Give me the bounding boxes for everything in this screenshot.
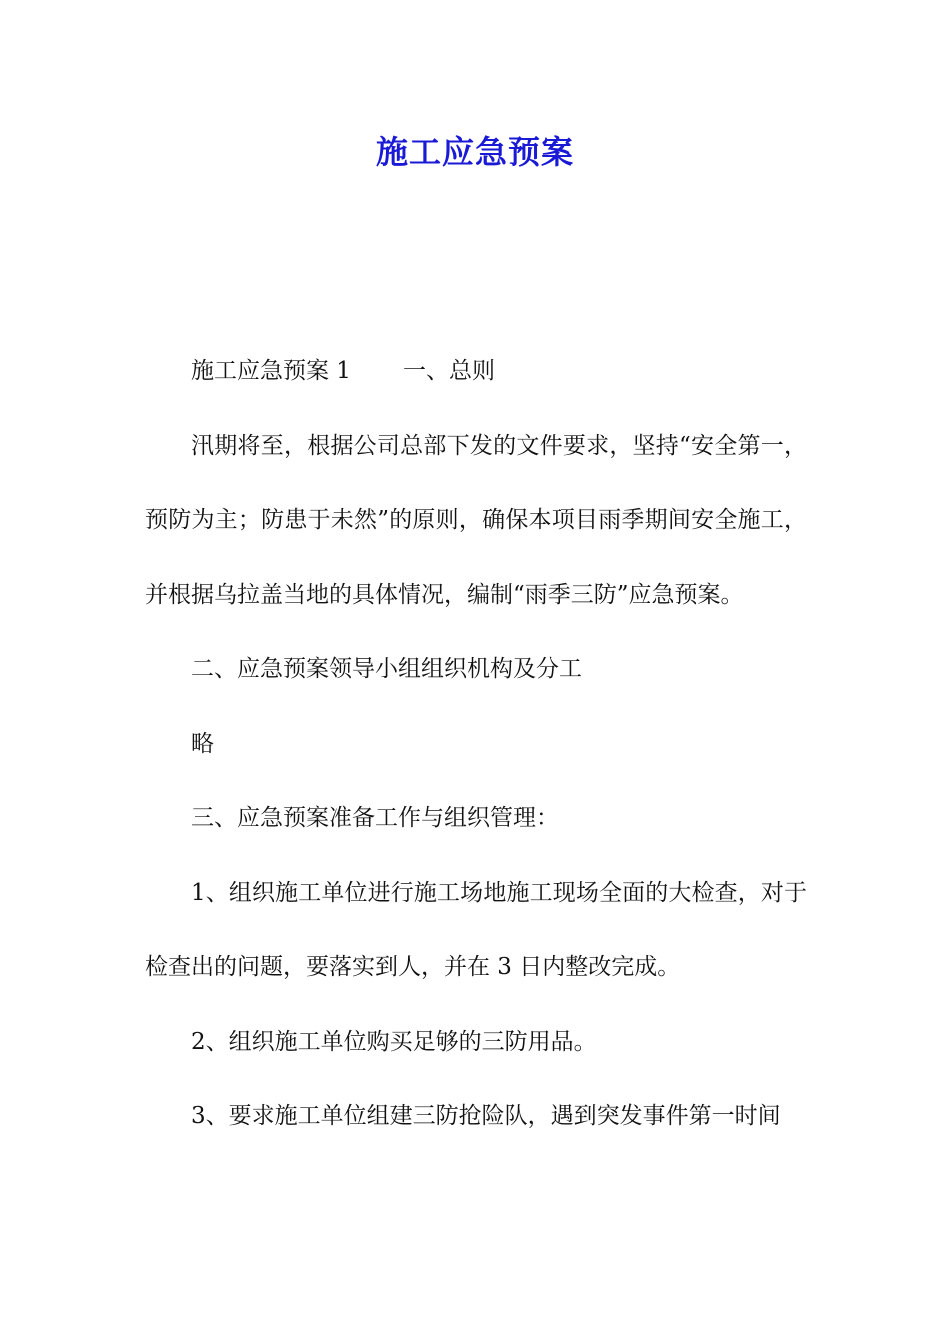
paragraph-section-2: 二、应急预案领导小组组织机构及分工 bbox=[191, 656, 582, 682]
paragraph-item-2: 2、组织施工单位购买足够的三防用品。 bbox=[191, 1028, 597, 1055]
heading-label: 施工应急预案 1 bbox=[191, 358, 351, 384]
paragraph-omitted: 略 bbox=[191, 730, 214, 757]
document-body bbox=[145, 334, 807, 1154]
paragraph-intro: 汛期将至，根据公司总部下发的文件要求，坚持“安全第一，预防为主；防患于未然”的原则，确保本项目雨季期间安全施工，并根据乌拉盖当地的具体情况，编制“雨季三防”应急预案。 bbox=[145, 432, 807, 608]
paragraph-section-3: 三、应急预案准备工作与组织管理： bbox=[191, 805, 559, 831]
document-title: 施工应急预案 bbox=[375, 133, 574, 171]
paragraph-item-3: 3、要求施工单位组建三防抢险队，遇到突发事件第一时间 bbox=[191, 1103, 781, 1129]
paragraph-item-1: 1、组织施工单位进行施工场地施工现场全面的大检查，对于检查出的问题，要落实到人，并在 3 日内整改完成。 bbox=[145, 879, 807, 980]
heading-section: 一、总则 bbox=[402, 358, 495, 384]
section-heading bbox=[145, 334, 807, 409]
